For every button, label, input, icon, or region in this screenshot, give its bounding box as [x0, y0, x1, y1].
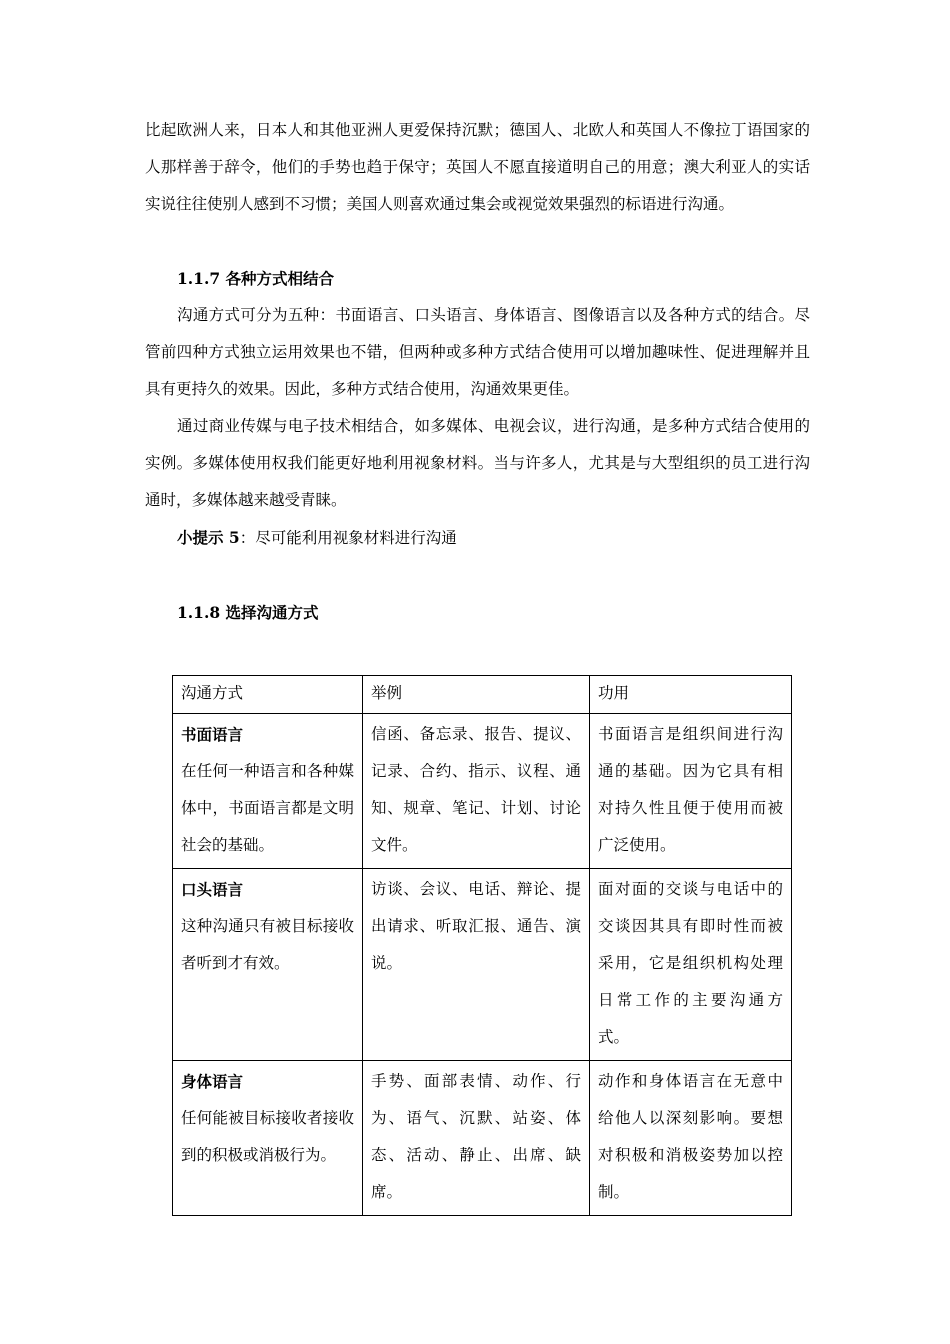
examples-cell: 信函、备忘录、报告、提议、记录、合约、指示、议程、通知、规章、笔记、计划、讨论文件。	[363, 714, 590, 869]
document-body	[145, 112, 810, 631]
method-description: 任何能被目标接收者接收到的积极或消极行为。	[181, 1109, 354, 1164]
section-heading-1-1-8: 1.1.8 选择沟通方式	[177, 603, 319, 622]
header-examples: 举例	[363, 676, 590, 714]
section-1-1-7-paragraph-2: 通过商业传媒与电子技术相结合，如多媒体、电视会议，进行沟通，是多种方式结合使用的实例。多媒体使用权我们能更好地利用视象材料。当与许多人，尤其是与大型组织的员工进行沟通时，多媒体越来越受青睐。	[145, 417, 810, 509]
table-row	[173, 714, 792, 869]
method-description: 这种沟通只有被目标接收者听到才有效。	[181, 917, 354, 972]
table-row	[173, 869, 792, 1061]
method-description: 在任何一种语言和各种媒体中，书面语言都是文明社会的基础。	[181, 762, 354, 854]
table-row	[173, 1061, 792, 1216]
method-title: 口头语言	[181, 880, 244, 899]
function-cell: 面对面的交谈与电话中的交谈因其具有即时性而被采用，它是组织机构处理日常工作的主要沟通方式。	[590, 869, 792, 1061]
spacer	[145, 223, 810, 260]
method-cell	[173, 1061, 363, 1216]
section-heading-1-1-7: 1.1.7 各种方式相结合	[177, 269, 335, 288]
tip-line	[145, 519, 810, 557]
examples-cell: 手势、面部表情、动作、行为、语气、沉默、站姿、体态、活动、静止、出席、缺席。	[363, 1061, 590, 1216]
tip-label: 小提示 5	[177, 528, 240, 547]
intro-paragraph: 比起欧洲人来，日本人和其他亚洲人更爱保持沉默；德国人、北欧人和英国人不像拉丁语国家的人那样善于辞令，他们的手势也趋于保守；英国人不愿直接道明自己的用意；澳大利亚人的实话实说往往使别人感到不习惯；美国人则喜欢通过集会或视觉效果强烈的标语进行沟通。	[145, 121, 810, 213]
table-header-row	[173, 676, 792, 714]
method-cell	[173, 869, 363, 1061]
header-function: 功用	[590, 676, 792, 714]
method-cell	[173, 714, 363, 869]
communication-methods-table	[172, 675, 792, 1216]
function-cell: 书面语言是组织间进行沟通的基础。因为它具有相对持久性且便于使用而被广泛使用。	[590, 714, 792, 869]
method-title: 书面语言	[181, 725, 244, 744]
tip-text: ：尽可能利用视象材料进行沟通	[239, 529, 457, 547]
section-1-1-7-paragraph-1: 沟通方式可分为五种：书面语言、口头语言、身体语言、图像语言以及各种方式的结合。尽管前四种方式独立运用效果也不错，但两种或多种方式结合使用可以增加趣味性、促进理解并且具有更持久的效果。因此，多种方式结合使用，沟通效果更佳。	[145, 306, 810, 398]
examples-cell: 访谈、会议、电话、辩论、提出请求、听取汇报、通告、演说。	[363, 869, 590, 1061]
header-method: 沟通方式	[173, 676, 363, 714]
method-title: 身体语言	[181, 1072, 244, 1091]
function-cell: 动作和身体语言在无意中给他人以深刻影响。要想对积极和消极姿势加以控制。	[590, 1061, 792, 1216]
spacer	[145, 557, 810, 594]
